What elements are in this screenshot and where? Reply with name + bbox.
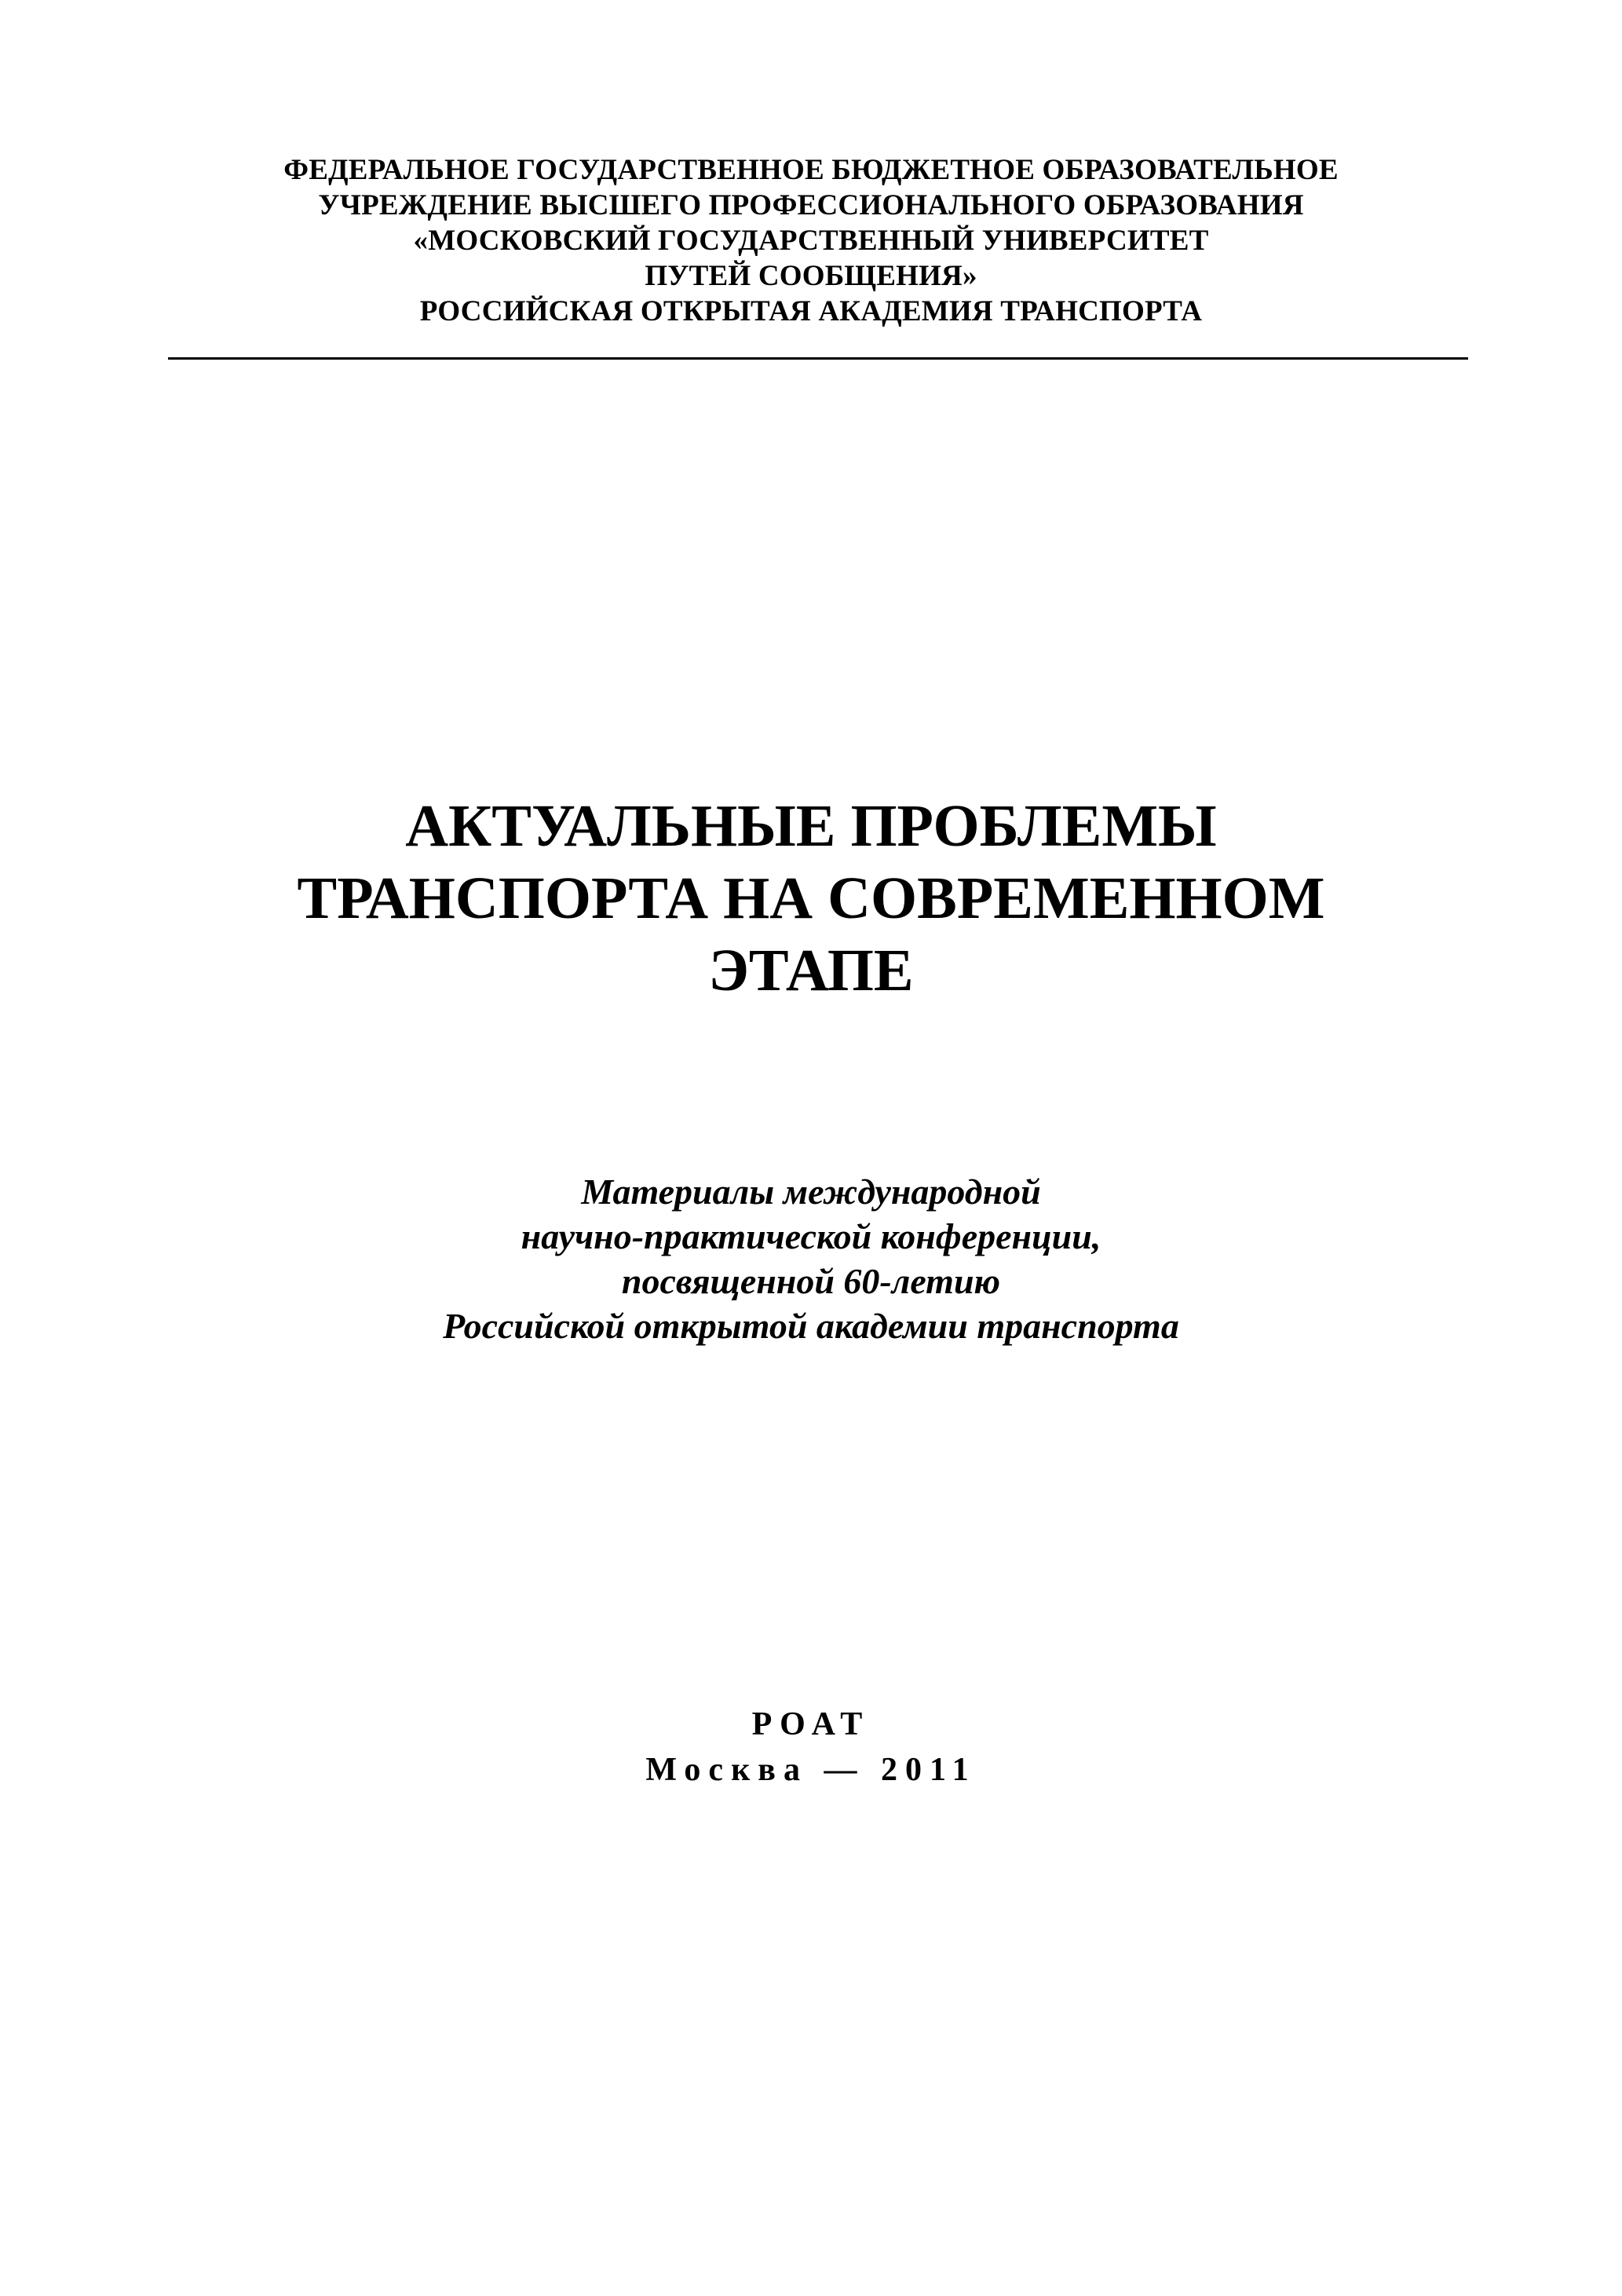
document-subtitle: [118, 1169, 1504, 1348]
document-title: [118, 790, 1504, 1007]
document-title-line-1: АКТУАЛЬНЫЕ ПРОБЛЕМЫ: [405, 793, 1217, 859]
institution-header: [118, 152, 1504, 329]
document-subtitle-line-3: посвященной 60-летию: [621, 1261, 1001, 1301]
document-subtitle-line-4: Российской открытой академии транспорта: [443, 1306, 1179, 1346]
institution-header-line-3: «МОСКОВСКИЙ ГОСУДАРСТВЕННЫЙ УНИВЕРСИТЕТ: [413, 225, 1209, 257]
document-subtitle-line-1: Материалы международной: [581, 1172, 1041, 1212]
institution-header-line-5: РОССИЙСКАЯ ОТКРЫТАЯ АКАДЕМИЯ ТРАНСПОРТА: [419, 295, 1203, 327]
document-subtitle-line-2: научно-практической конференции,: [521, 1216, 1101, 1256]
institution-header-line-2: УЧРЕЖДЕНИЕ ВЫСШЕГО ПРОФЕССИОНАЛЬНОГО ОБРАЗОВАНИЯ: [318, 189, 1304, 221]
publisher-name: РОАТ: [751, 1706, 871, 1742]
publication-imprint: [118, 1702, 1504, 1793]
institution-header-line-1: ФЕДЕРАЛЬНОЕ ГОСУДАРСТВЕННОЕ БЮДЖЕТНОЕ ОБРАЗОВАТЕЛЬНОЕ: [283, 154, 1339, 186]
document-title-line-2: ТРАНСПОРТА НА СОВРЕМЕННОМ: [297, 865, 1325, 931]
institution-header-line-4: ПУТЕЙ СООБЩЕНИЯ»: [645, 260, 977, 292]
city-year: Москва — 2011: [645, 1752, 977, 1788]
header-divider: [168, 357, 1468, 360]
document-title-line-3: ЭТАПЕ: [708, 938, 914, 1004]
